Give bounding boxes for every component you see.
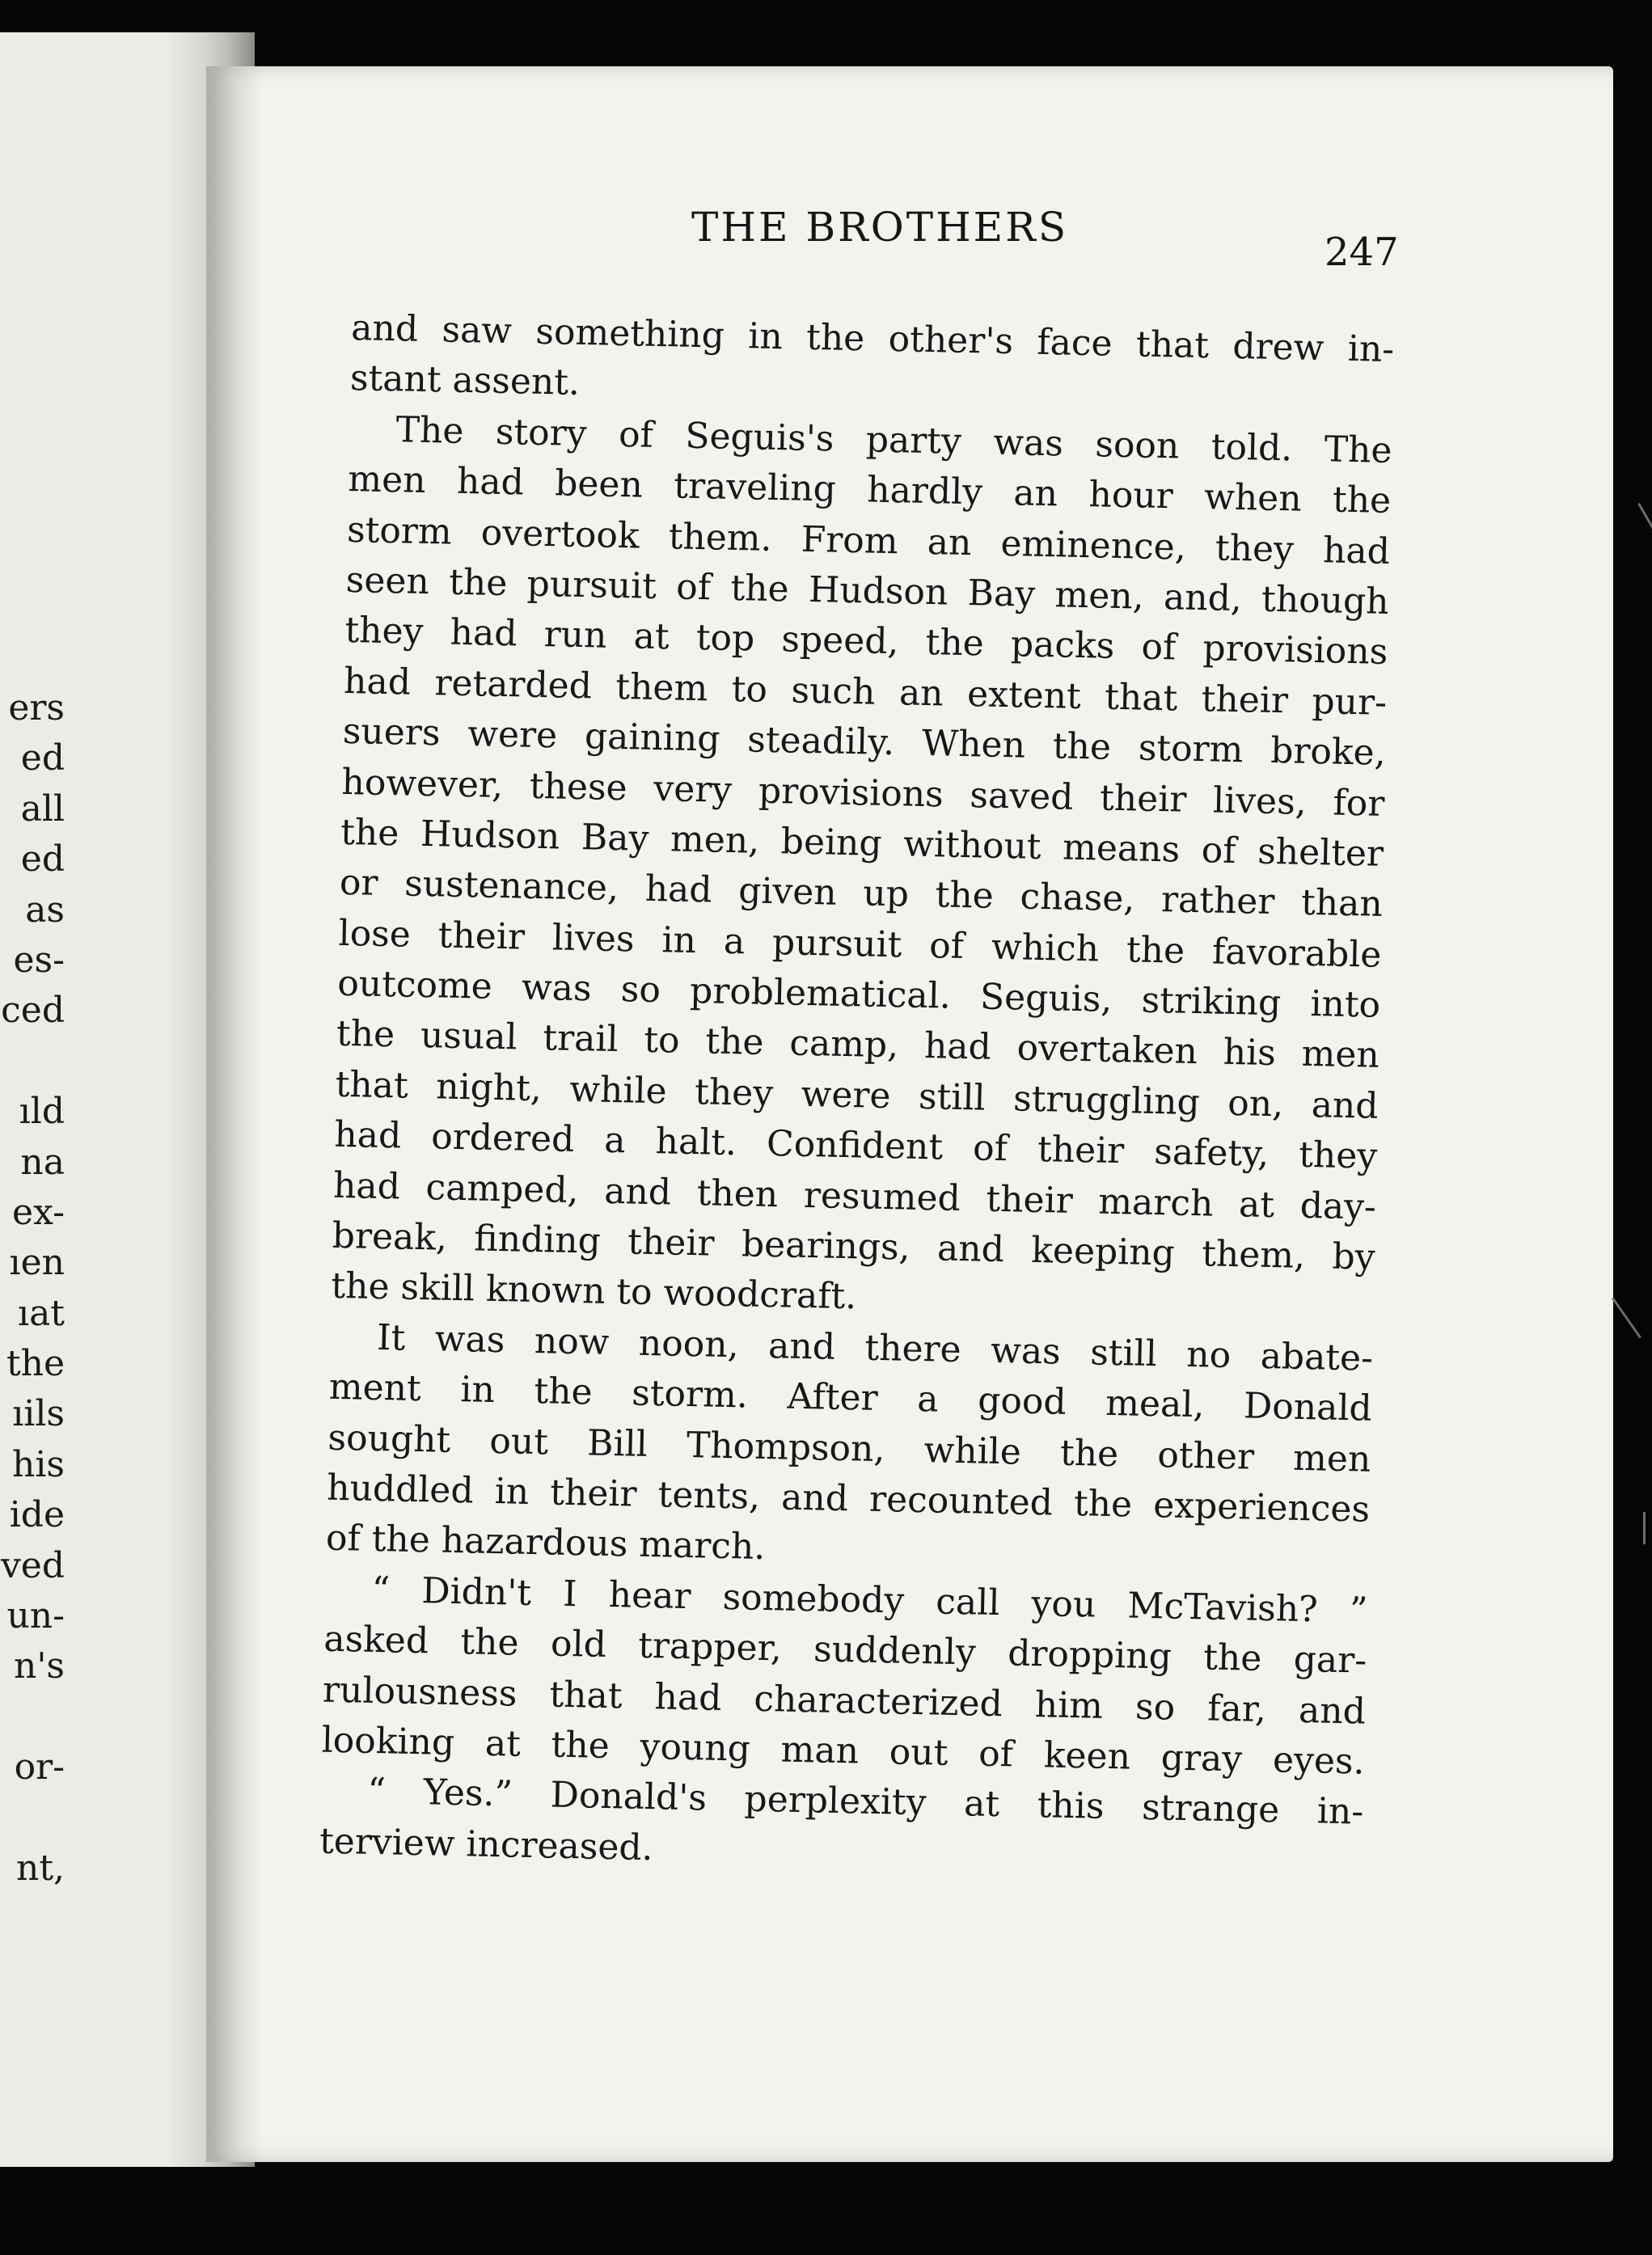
text-line: storm overtook them. From an eminence, they had	[346, 509, 1391, 572]
left-fragment-line: ced	[1, 990, 65, 1032]
left-page-text-fragments	[0, 683, 65, 1894]
text-line: lose their lives in a pursuit of which the favorable	[338, 912, 1382, 976]
text-line: had ordered a halt. Confident of their safety, they	[333, 1114, 1378, 1178]
text-line: looking at the young man out of keen gray eyes.	[321, 1719, 1366, 1783]
text-line: It was now noon, and there was still no abate-	[376, 1316, 1374, 1379]
text-line: had retarded them to such an extent that their pur-	[343, 660, 1388, 724]
page-number: 247	[1325, 230, 1399, 275]
scan-mark	[1612, 1298, 1641, 1339]
text-line: and saw something in the other's face that drew in-	[350, 306, 1395, 371]
text-line: the Hudson Bay men, being without means of shelter	[340, 811, 1384, 875]
text-line: men had been traveling hardly an hour when the	[347, 458, 1392, 522]
text-line: break, finding their bearings, and keeping them, by	[332, 1214, 1376, 1278]
left-fragment-line: his	[12, 1443, 65, 1485]
text-line: “ Didn't I hear somebody call you McTavish? ”	[371, 1569, 1368, 1632]
left-fragment-line: ide	[9, 1494, 65, 1536]
left-fragment-line	[0, 1793, 65, 1843]
left-fragment-line: ed	[20, 737, 65, 779]
gutter-shadow	[206, 66, 263, 2162]
text-line: “ Yes.” Donald's perplexity at this strange in-	[366, 1771, 1364, 1833]
text-line: of the hazardous march.	[325, 1518, 766, 1569]
text-line: rulousness that had characterized him so far, and	[322, 1669, 1367, 1733]
text-line: the usual trail to the camp, had overtaken his men	[336, 1013, 1380, 1077]
left-fragment-line: ıat	[18, 1292, 65, 1334]
text-line: terview increased.	[319, 1820, 654, 1869]
text-line: suers were gaining steadily. When the storm broke,	[342, 711, 1387, 775]
left-fragment-line	[0, 1692, 65, 1742]
left-fragment-line: na	[20, 1141, 65, 1183]
left-fragment-line: nt,	[15, 1847, 65, 1889]
left-fragment-line: es-	[13, 939, 65, 981]
text-line: or sustenance, had given up the chase, rather than	[339, 862, 1384, 926]
left-fragment-line	[0, 1037, 65, 1087]
text-line: outcome was so problematical. Seguis, striking into	[336, 962, 1381, 1026]
text-line: ment in the storm. After a good meal, Donald	[328, 1366, 1373, 1429]
left-fragment-line: ıils	[12, 1393, 65, 1435]
left-fragment-line: or-	[14, 1746, 65, 1788]
body-text	[319, 303, 1394, 1889]
running-head: THE BROTHERS	[691, 204, 1069, 251]
text-line: stant assent.	[349, 357, 581, 404]
text-line: asked the old trapper, suddenly dropping the gar-	[323, 1618, 1367, 1682]
left-fragment-line: ıen	[9, 1242, 65, 1284]
scan-mark	[1643, 1512, 1646, 1544]
scan-mark	[1637, 503, 1652, 532]
left-fragment-line: all	[20, 788, 65, 830]
text-line: that night, while they were still struggling on, and	[335, 1063, 1379, 1127]
left-fragment-line: ved	[0, 1544, 65, 1586]
left-fragment-line: as	[25, 889, 65, 931]
text-line: seen the pursuit of the Hudson Bay men, and, though	[345, 559, 1390, 623]
left-fragment-line: ex-	[12, 1191, 65, 1233]
left-fragment-line: the	[6, 1343, 65, 1385]
left-fragment-line: ed	[20, 838, 65, 880]
left-fragment-line: un-	[6, 1595, 65, 1637]
text-line: The story of Seguis's party was soon told. The	[395, 408, 1392, 471]
text-line: however, these very provisions saved their lives, for	[341, 761, 1385, 825]
left-fragment-line: ıld	[19, 1091, 65, 1133]
text-line: they had run at top speed, the packs of provisions	[344, 610, 1388, 674]
left-fragment-line: ers	[8, 687, 65, 728]
text-line: sought out Bill Thompson, while the other men	[327, 1417, 1371, 1480]
text-line: had camped, and then resumed their march at day-	[332, 1164, 1377, 1228]
left-fragment-line: n's	[13, 1645, 65, 1687]
text-line: the skill known to woodcraft.	[331, 1265, 857, 1318]
text-line: huddled in their tents, and recounted the experiences	[326, 1467, 1371, 1531]
